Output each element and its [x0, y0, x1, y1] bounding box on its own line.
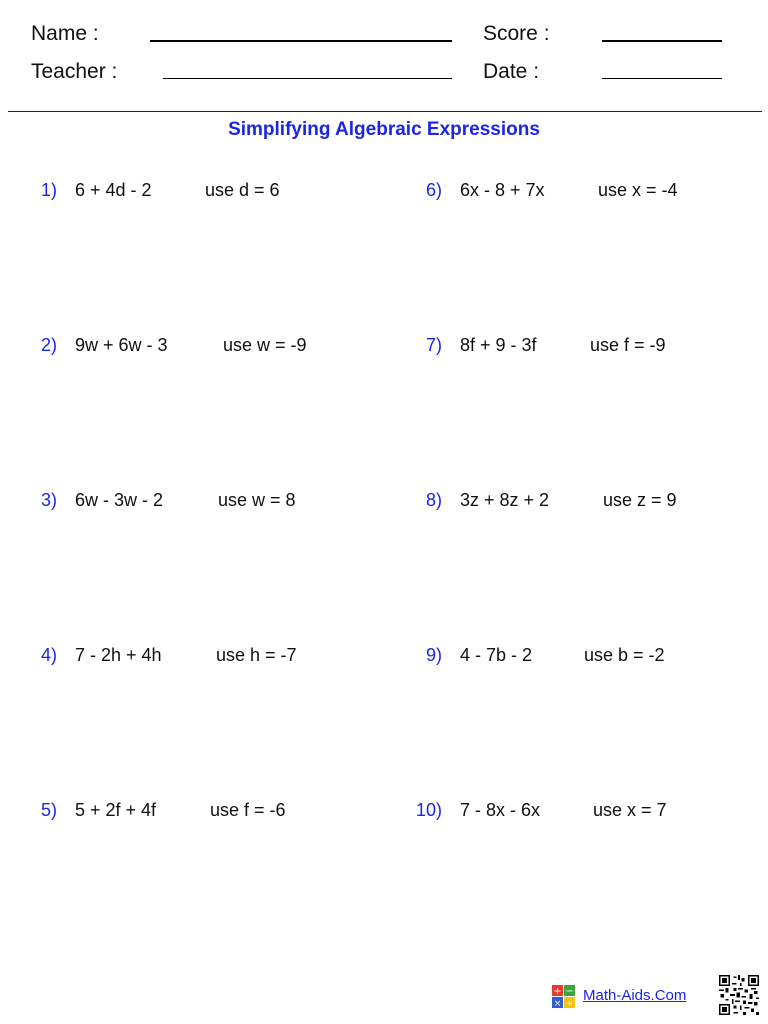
problem-substitution: use x = -4 — [598, 180, 678, 200]
problem-substitution: use b = -2 — [584, 645, 665, 665]
problem-number: 10) — [415, 800, 442, 820]
svg-text:+: + — [553, 986, 562, 997]
problem-substitution: use h = -7 — [216, 645, 297, 665]
math-aids-link[interactable]: Math-Aids.Com — [583, 987, 687, 1004]
problem-number: 4) — [40, 645, 57, 665]
teacher-field[interactable] — [163, 78, 452, 79]
score-label: Score : — [483, 22, 550, 45]
svg-text:÷: ÷ — [565, 999, 574, 1008]
problem-number: 6) — [425, 180, 442, 200]
date-field[interactable] — [602, 78, 722, 79]
problem-number: 5) — [40, 800, 57, 820]
problem-substitution: use w = -9 — [223, 335, 307, 355]
problem-expression: 4 - 7b - 2 — [460, 645, 533, 665]
problem-substitution: use x = 7 — [593, 800, 667, 820]
problem-number: 7) — [425, 335, 442, 355]
problem-expression: 8f + 9 - 3f — [460, 335, 537, 355]
problem-substitution: use f = -6 — [210, 800, 286, 820]
problem-substitution: use z = 9 — [603, 490, 677, 510]
math-aids-logo-icon — [552, 985, 575, 1008]
problem-expression: 7 - 2h + 4h — [75, 645, 162, 665]
problem-expression: 7 - 8x - 6x — [460, 800, 541, 820]
problem-substitution: use w = 8 — [218, 490, 296, 510]
problem-number: 8) — [425, 490, 442, 510]
problem-number: 2) — [40, 335, 57, 355]
problem-number: 3) — [40, 490, 57, 510]
qr-code-icon — [719, 975, 759, 1015]
name-label: Name : — [31, 22, 99, 45]
problem-expression: 5 + 2f + 4f — [75, 800, 157, 820]
svg-text:×: × — [553, 999, 562, 1008]
date-label: Date : — [483, 60, 540, 83]
problem-substitution: use d = 6 — [205, 180, 280, 200]
name-field[interactable] — [150, 40, 452, 42]
svg-text:−: − — [565, 986, 574, 997]
problem-expression: 6 + 4d - 2 — [75, 180, 152, 200]
problem-substitution: use f = -9 — [590, 335, 666, 355]
problem-expression: 3z + 8z + 2 — [460, 490, 550, 510]
problem-expression: 6x - 8 + 7x — [460, 180, 545, 200]
problem-number: 9) — [425, 645, 442, 665]
problem-number: 1) — [40, 180, 57, 200]
problem-expression: 9w + 6w - 3 — [75, 335, 168, 355]
header-divider — [8, 111, 762, 112]
score-field[interactable] — [602, 40, 722, 42]
teacher-label: Teacher : — [31, 60, 118, 83]
worksheet-title: Simplifying Algebraic Expressions — [228, 119, 540, 140]
problem-expression: 6w - 3w - 2 — [75, 490, 164, 510]
